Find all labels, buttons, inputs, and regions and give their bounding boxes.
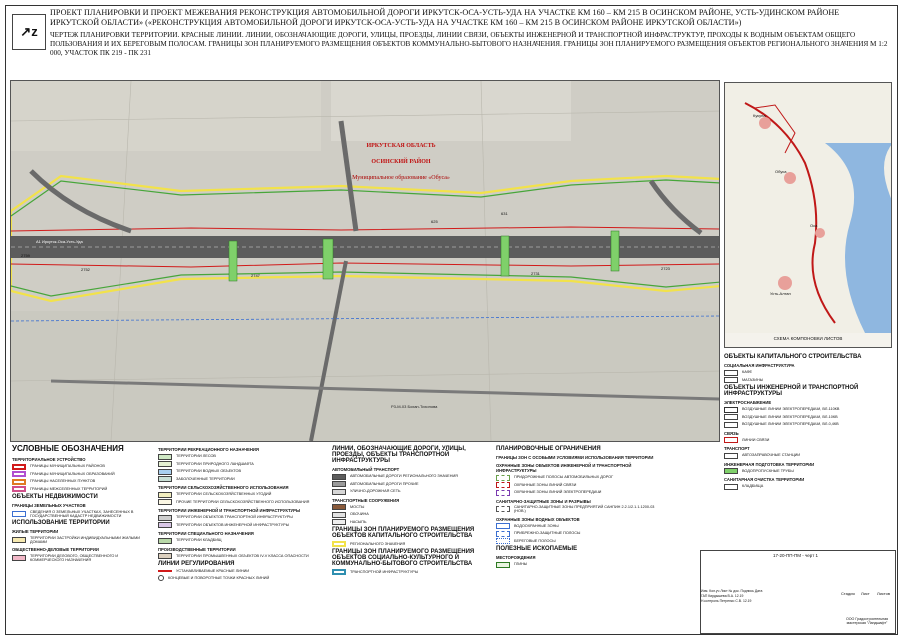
culvert-zone (229, 241, 237, 281)
legend-text: ВОДООХРАННЫЕ ЗОНЫ (514, 523, 559, 528)
legend-text: КОНЦЕВЫЕ И ПОВОРОТНЫЕ ТОЧКИ КРАСНЫХ ЛИНИЙ (168, 575, 270, 580)
legend-text: ТЕРРИТОРИИ ОБЪЕКТОВ ИНЖЕНЕРНОЙ ИНФРАСТРУКТУРЫ (176, 522, 290, 527)
zone-head: ГРАНИЦЫ ЗОН ПЛАНИРУЕМОГО РАЗМЕЩЕНИЯ ОБЪЕКТОВ КАПИТАЛЬНОГО СТРОИТЕЛЬСТВА (332, 527, 475, 539)
sub2: ОХРАННЫЕ ЗОНЫ ОБЪЕКТОВ ИНЖЕНЕРНОЙ И ТРАНСПОРТНОЙ ИНФРАСТРУКТУРЫ (496, 463, 632, 473)
swatch (332, 519, 346, 525)
swatch (332, 489, 346, 495)
district-label: ОСИНСКИЙ РАЙОН (371, 159, 431, 165)
legend-text: РЕГИОНАЛЬНОГО ЗНАЧЕНИЯ (350, 541, 406, 546)
legend-text: ПРОЧИЕ ТЕРРИТОРИИ СЕЛЬСКОХОЗЯЙСТВЕННОГО ИСПОЛЬЗОВАНИЯ (176, 499, 310, 504)
legend-row (158, 575, 316, 581)
legend-text: АВТОМОБИЛЬНЫЕ ДОРОГИ ПРОЧИЕ (350, 481, 419, 486)
legend-row (496, 482, 656, 488)
swatch (158, 454, 172, 460)
culvert-zone (323, 239, 333, 279)
legend-row (496, 490, 656, 496)
legend-row (332, 489, 490, 495)
legend-row (724, 377, 892, 383)
planning-map[interactable] (10, 80, 720, 442)
inset-place: Обуса (775, 169, 787, 174)
legend-text: ТЕРРИТОРИИ КЛАДБИЩ (176, 538, 222, 543)
title-stamp (700, 550, 896, 634)
swatch (158, 553, 172, 559)
legend-text: САНИТАРНО-ЗАЩИТНЫЕ ЗОНЫ ПРЕДПРИЯТИЙ САНПИН 2.2.1/2.1.1.1200-03 (НОВ.) (514, 505, 655, 514)
legend-text: НАСЫПЬ (350, 519, 367, 524)
legend-text: УСТАНАВЛИВАЕМЫЕ КРАСНЫЕ ЛИНИИ (176, 569, 250, 573)
legend-text: АВТОМОБИЛЬНЫЕ ДОРОГИ РЕГИОНАЛЬНОГО ЗНАЧЕНИЯ (350, 474, 458, 479)
swatch (12, 464, 26, 470)
swatch (158, 538, 172, 544)
culvert-icon (724, 468, 738, 474)
legend-text: ЗАБОЛОЧЕННЫЕ ТЕРРИТОРИИ (176, 476, 235, 481)
legend-text: ОБОЧИНА (350, 512, 369, 517)
legend-text: ТЕРРИТОРИИ ПРОМЫШЛЕННЫХ ОБЪЕКТОВ IV-V КЛАССА ОПАСНОСТИ (176, 553, 309, 558)
realty-head: ОБЪЕКТЫ НЕДВИЖИМОСТИ (12, 494, 98, 500)
field-patch (11, 81, 321, 151)
legend-text: ВОДОПРОПУСКНЫЕ ТРУБЫ (742, 468, 794, 473)
legend-row (496, 531, 656, 537)
point-label: 2731 (531, 271, 540, 276)
swatch (332, 474, 346, 480)
stamp-sheets: Листов (877, 591, 890, 596)
stamp-cell: Дата (754, 589, 763, 593)
legend-text: ПРИДОРОЖНЫЕ ПОЛОСЫ АВТОМОБИЛЬНЫХ ДОРОГ (514, 475, 614, 480)
spec-sub: ТЕРРИТОРИИ СПЕЦИАЛЬНОГО НАЗНАЧЕНИЯ (158, 531, 254, 536)
legend-text: ЛИНИИ СВЯЗИ (742, 437, 770, 442)
right-legend (724, 352, 892, 524)
social-sub: СОЦИАЛЬНАЯ ИНФРАСТРУКТУРА (724, 363, 795, 368)
legend-text: ГРАНИЦЫ НАСЕЛЕННЫХ ПУНКТОВ (30, 479, 96, 484)
legend-row (158, 499, 316, 505)
legend-row (12, 510, 152, 519)
legend-text: ВОЗДУШНЫЕ ЛИНИИ ЭЛЕКТРОПЕРЕДАЧИ, ВЛ-10КВ (742, 414, 838, 419)
legend-row (158, 469, 316, 475)
inset-canvas (725, 83, 892, 333)
swatch (158, 499, 172, 505)
legend-text: ТЕРРИТОРИИ ОБЪЕКТОВ ТРАНСПОРТНОЙ ИНФРАСТРУКТУРЫ (176, 515, 293, 520)
stamp-cell: ГАП (701, 594, 708, 598)
auto-sub: АВТОМОБИЛЬНЫЙ ТРАНСПОРТ (332, 467, 400, 472)
inset-place: Оса (810, 223, 818, 228)
stamp-cell: № док. (728, 589, 740, 593)
point-label: 2752 (81, 267, 90, 272)
legend-text: ГРАНИЦЫ МУНИЦИПАЛЬНЫХ РАЙОНОВ (30, 464, 105, 469)
cemetery-icon (724, 484, 738, 490)
legend-text: ВОЗДУШНЫЕ ЛИНИИ ЭЛЕКТРОПЕРЕДАЧИ, ВЛ-110КВ (742, 407, 840, 412)
road-label: А1 Иркутск-Оса-Усть-Уда (36, 239, 83, 244)
legend-text: АВТОЗАПРАВОЧНЫЕ СТАНЦИИ (742, 453, 801, 458)
legend-text: ОХРАННЫЕ ЗОНЫ ЛИНИЙ СВЯЗИ (514, 482, 577, 487)
cafe-icon (724, 370, 738, 376)
legend-row (724, 484, 892, 490)
legend-text: ГРАНИЦЫ МУНИЦИПАЛЬНЫХ ОБРАЗОВАНИЙ (30, 471, 115, 476)
settlement-marker (778, 276, 792, 290)
sub4: ОХРАННЫЕ ЗОНЫ ВОДНЫХ ОБЪЕКТОВ (496, 516, 580, 522)
shop-icon (724, 377, 738, 383)
legend-row (158, 492, 316, 498)
swatch (158, 515, 172, 521)
legend-text: КАФЕ (742, 370, 753, 375)
transport-sub: ТРАНСПОРТ (724, 446, 750, 451)
stamp-table (701, 589, 773, 604)
swatch (496, 475, 510, 481)
living-sub: ЖИЛЫЕ ТЕРРИТОРИИ (12, 529, 59, 535)
agro-sub: ТЕРРИТОРИИ СЕЛЬСКОХОЗЯЙСТВЕННОГО ИСПОЛЬЗОВАНИЯ (158, 485, 289, 490)
legend-row (158, 476, 316, 482)
legend-row (724, 407, 892, 413)
culvert-zone (501, 236, 509, 276)
swatch (12, 486, 26, 492)
legend-row (332, 541, 490, 547)
legend-row (724, 370, 892, 376)
swatch (12, 537, 26, 543)
stamp-cell: Изм. (701, 589, 709, 593)
legend-row (12, 554, 152, 563)
title-block (50, 8, 890, 78)
main-title: ПРОЕКТ ПЛАНИРОВКИ И ПРОЕКТ МЕЖЕВАНИЯ РЕКОНСТРУКЦИЯ АВТОМОБИЛЬНОЙ ДОРОГИ ИРКУТСК-ОСА-УСТЬ-УДА НА УЧАСТКЕ КМ 160 – КМ 215 В ОСИНСКОМ РАЙОНЕ, УСТЬ-УДИНСКОМ РАЙОНЕ ИРКУТСКОЙ ОБЛАСТИ» («РЕКОНСТРУКЦИЯ АВТОМОБИЛЬНОЙ ДОРОГИ ИРКУТСК-ОСА-УСТЬ-УДА НА УЧАСТКЕ КМ 160 – КМ 215 В ОСИНСКОМ РАЙОНЕ ИРКУТСКОЙ ОБЛАСТИ») (50, 8, 840, 28)
legend-row (496, 475, 656, 481)
swatch (496, 523, 510, 529)
legend-row (332, 474, 490, 480)
power-sub: ЭЛЕКТРОСНАБЖЕНИЕ (724, 400, 772, 405)
legend (10, 444, 720, 634)
swatch (12, 471, 26, 477)
legend-row (332, 512, 490, 518)
legend-row (724, 468, 892, 474)
red-line-icon (158, 570, 172, 572)
legend-text: БЕРЕГОВЫЕ ПОЛОСЫ (514, 538, 556, 543)
legend-row (12, 464, 152, 470)
stamp-cell: 12.19 (742, 599, 752, 603)
power-line-icon (724, 414, 738, 420)
stamp-cell: Лист (720, 589, 728, 593)
swatch (158, 476, 172, 482)
col3-head: ЛИНИИ, ОБОЗНАЧАЮЩИЕ ДОРОГИ, УЛИЦЫ, ПРОЕЗДЫ, ОБЪЕКТЫ ТРАНСПОРТНОЙ ИНФРАСТРУКТУРЫ (332, 446, 466, 464)
comm-sub: СВЯЗЬ (724, 430, 739, 436)
road-label: Р3-М-03 Бохан-Тихонова (391, 404, 438, 409)
swatch (332, 504, 346, 510)
legend-text: ТЕРРИТОРИИ ВОДНЫХ ОБЪЕКТОВ (176, 469, 242, 474)
swatch (158, 522, 172, 528)
minerals-head: ПОЛЕЗНЫЕ ИСКОПАЕМЫЕ (496, 546, 578, 553)
municipality-label: Муниципальное образование «Обуса» (352, 175, 450, 181)
eng-objects-heading: ОБЪЕКТЫ ИНЖЕНЕРНОЙ И ТРАНСПОРТНОЙ ИНФРАСТРУКТУРЫ (724, 385, 859, 397)
settlement-marker (815, 228, 825, 238)
legend-row (496, 505, 656, 514)
fuel-station-icon (724, 453, 738, 459)
legend-col-4 (496, 444, 656, 569)
legend-row (496, 538, 656, 544)
inset-place: Кукуна (753, 113, 766, 118)
comm-line-icon (724, 437, 738, 443)
stamp-stage: Стадия (841, 591, 855, 596)
power-line-icon (724, 422, 738, 428)
culvert-zone (611, 231, 619, 271)
legend-text: ТРАНСПОРТНОЙ ИНФРАСТРУКТУРЫ (350, 569, 419, 574)
legend-row (158, 522, 316, 528)
legend-row (158, 461, 316, 467)
legend-row (724, 422, 892, 428)
zone2-head: ГРАНИЦЫ ЗОН ПЛАНИРУЕМОГО РАЗМЕЩЕНИЯ ОБЪЕКТОВ СОЦИАЛЬНО-КУЛЬТУРНОГО И КОММУНАЛЬНО-БЫТОВОГО СТРОИТЕЛЬСТВА (332, 549, 475, 567)
clay-icon (496, 562, 510, 568)
swatch (12, 555, 26, 561)
prod-sub: ПРОИЗВОДСТВЕННЫЕ ТЕРРИТОРИИ (158, 546, 236, 552)
legend-text: МОСТЫ (350, 504, 365, 509)
rec-sub: ТЕРРИТОРИИ РЕКРЕАЦИОННОГО НАЗНАЧЕНИЯ (158, 447, 259, 452)
swatch (496, 506, 510, 512)
legend-row (158, 553, 316, 559)
inset-caption: СХЕМА КОМПОНОВКИ ЛИСТОВ (773, 336, 843, 341)
legend-text: ОХРАННЫЕ ЗОНЫ ЛИНИЙ ЭЛЕКТРОПЕРЕДАЧИ (514, 490, 602, 495)
legend-text: ТЕРРИТОРИИ ЛЕСОВ (176, 454, 216, 459)
swatch (12, 479, 26, 485)
north-arrow-icon (12, 14, 46, 50)
legend-row (724, 437, 892, 443)
region-label: ИРКУТСКАЯ ОБЛАСТЬ (366, 143, 436, 149)
legend-col-3 (332, 444, 490, 577)
legend-text: ГРАНИЦЫ МЕЖСЕЛЕННЫХ ТЕРРИТОРИЙ (30, 486, 108, 491)
eng-sub: ТЕРРИТОРИИ ИНЖЕНЕРНОЙ И ТРАНСПОРТНОЙ ИНФРАСТРУКТУРЫ (158, 508, 301, 513)
inset-map[interactable] (724, 82, 892, 348)
swatch (158, 492, 172, 498)
legend-row (332, 519, 490, 525)
legend-text: ТЕРРИТОРИИ ДЕЛОВОГО, ОБЩЕСТВЕННОГО И КОММЕРЧЕСКОГО НАЗНАЧЕНИЯ (30, 553, 119, 562)
prep-sub: ИНЖЕНЕРНАЯ ПОДГОТОВКА ТЕРРИТОРИИ (724, 461, 815, 467)
point-label: 2723 (661, 266, 670, 271)
stamp-sheet: Лист (861, 591, 870, 596)
legend-row (496, 523, 656, 529)
turning-point-icon (158, 575, 164, 581)
legend-row (12, 536, 152, 545)
stamp-row (701, 599, 773, 604)
legend-row (724, 453, 892, 459)
legend-text: УЛИЧНО-ДОРОЖНАЯ СЕТЬ (350, 489, 401, 494)
legend-text: ТЕРРИТОРИИ ЗАСТРОЙКИ ИНДИВИДУАЛЬНЫМИ ЖИЛЫМИ ДОМАМИ (30, 535, 141, 544)
stamp-cell: Кирдышева В.А. (708, 594, 734, 598)
stamp-code: 17-20-ПП-ПМ - черт 1 (773, 553, 819, 558)
swatch (496, 482, 510, 488)
swatch (496, 538, 510, 544)
swatch (332, 481, 346, 487)
legend-text: ПРИБРЕЖНО-ЗАЩИТНЫЕ ПОЛОСЫ (514, 531, 581, 536)
legend-text: ТЕРРИТОРИИ СЕЛЬСКОХОЗЯЙСТВЕННЫХ УГОДИЙ (176, 492, 272, 497)
swatch (12, 511, 26, 517)
stamp-cell: 12.19 (734, 594, 744, 598)
stamp-cell: Петренко С.В. (719, 599, 742, 603)
san-sub: САНИТАРНАЯ ОЧИСТКА ТЕРРИТОРИИ (724, 477, 805, 482)
legend-text: ТЕРРИТОРИИ ПРИРОДНОГО ЛАНДШАФТА (176, 461, 254, 466)
legend-row (496, 562, 656, 568)
map-canvas (11, 81, 720, 442)
territory-head: ТЕРРИТОРИАЛЬНОЕ УСТРОЙСТВО (12, 457, 86, 462)
power-line-icon (724, 407, 738, 413)
sheet-subtitle: ЧЕРТЕЖ ПЛАНИРОВКИ ТЕРРИТОРИИ. КРАСНЫЕ ЛИНИИ. ЛИНИИ, ОБОЗНАЧАЮЩИЕ ДОРОГИ, УЛИЦЫ, ПРОЕЗДЫ, ЛИНИИ СВЯЗИ, ОБЪЕКТЫ ИНЖЕНЕРНОЙ И ТРАНСПОРТНОЙ ИНФРАСТРУКТУР, ПРОХОДЫ К ВОДНЫМ ОБЪЕКТАМ ОБЩЕГО ПОЛЬЗОВАНИЯ И ИХ БЕРЕГОВЫМ ПОЛОСАМ. ГРАНИЦЫ ЗОН ПЛАНИРУЕМОГО РАЗМЕЩЕНИЯ ОБЪЕКТОВ КОММУНАЛЬНО-БЫТОВОГО НАЗНАЧЕНИЯ. ГРАНИЦЫ ЗОН ПЛАНИРУЕМОГО РАЗМЕЩЕНИЯ ОБЪЕКТОВ РЕГИОНАЛЬНОГО ЗНАЧЕНИЯ М 1:2 000, УЧАСТОК ПК 219 - ПК 231 (50, 31, 888, 58)
legend-row (12, 486, 152, 492)
swatch (158, 461, 172, 467)
stamp-company: ООО Градостроительная мастерская "Ландшафт" (845, 617, 889, 625)
swatch (332, 541, 346, 547)
cap-objects-heading: ОБЪЕКТЫ КАПИТАЛЬНОГО СТРОИТЕЛЬСТВА (724, 354, 862, 360)
legend-row (158, 515, 316, 521)
swatch (158, 469, 172, 475)
legend-row (158, 569, 316, 573)
legend-text: КЛАДБИЩА (742, 484, 764, 489)
swatch (496, 490, 510, 496)
field-patch (331, 81, 571, 141)
legend-row (332, 504, 490, 510)
stamp-cell: Кол.уч (709, 589, 720, 593)
struct-sub: ТРАНСПОРТНЫЕ СООРУЖЕНИЯ (332, 497, 400, 503)
legend-col-2 (158, 444, 316, 582)
swatch (332, 512, 346, 518)
realty-sub: ГРАНИЦЫ ЗЕМЕЛЬНЫХ УЧАСТКОВ (12, 503, 86, 508)
point-label: 2759 (21, 253, 30, 258)
stamp-cell: Подпись (740, 589, 754, 593)
legend-row (158, 538, 316, 544)
point-label: 631 (501, 211, 508, 216)
legend-row (12, 471, 152, 477)
point-label: 2747 (251, 273, 260, 278)
north-arrow-label: ↗z (20, 24, 38, 39)
legend-row (12, 479, 152, 485)
legend-row (332, 569, 490, 575)
legend-text: МАГАЗИНЫ (742, 377, 764, 382)
use-head: ИСПОЛЬЗОВАНИЕ ТЕРРИТОРИИ (12, 520, 110, 527)
sub3: САНИТАРНО-ЗАЩИТНЫЕ ЗОНЫ И РАЗРЫВЫ (496, 498, 591, 504)
legend-heading: УСЛОВНЫЕ ОБОЗНАЧЕНИЯ (12, 444, 124, 453)
minerals-sub: МЕСТОРОЖДЕНИЯ (496, 555, 536, 561)
col4-head: ПЛАНИРОВОЧНЫЕ ОГРАНИЧЕНИЯ (496, 446, 601, 452)
reg-head: ЛИНИИ РЕГУЛИРОВАНИЯ (158, 561, 235, 567)
legend-row (332, 481, 490, 487)
swatch (496, 531, 510, 537)
inset-place: Усть-Алтан (770, 291, 791, 296)
legend-text: ВОЗДУШНЫЕ ЛИНИИ ЭЛЕКТРОПЕРЕДАЧИ, ВЛ-0,4КВ (742, 422, 839, 427)
point-label: 625 (431, 219, 438, 224)
public-sub: ОБЩЕСТВЕННО-ДЕЛОВЫЕ ТЕРРИТОРИИ (12, 547, 99, 553)
swatch (332, 569, 346, 575)
legend-text: ГЛИНЫ (514, 562, 528, 567)
sub1: ГРАНИЦЫ ЗОН С ОСОБЫМИ УСЛОВИЯМИ ИСПОЛЬЗОВАНИЯ ТЕРРИТОРИИ (496, 455, 654, 460)
settlement-marker (759, 117, 771, 129)
legend-row (724, 414, 892, 420)
legend-text: СВЕДЕНИЯ О ЗЕМЕЛЬНЫХ УЧАСТКАХ, ЗАНЕСЕННЫХ В ГОСУДАРСТВЕННЫЙ КАДАСТР НЕДВИЖИМОСТИ (30, 509, 134, 518)
legend-row (158, 454, 316, 460)
legend-col-1 (12, 444, 152, 564)
stamp-cell: Н.контроль (701, 599, 719, 603)
